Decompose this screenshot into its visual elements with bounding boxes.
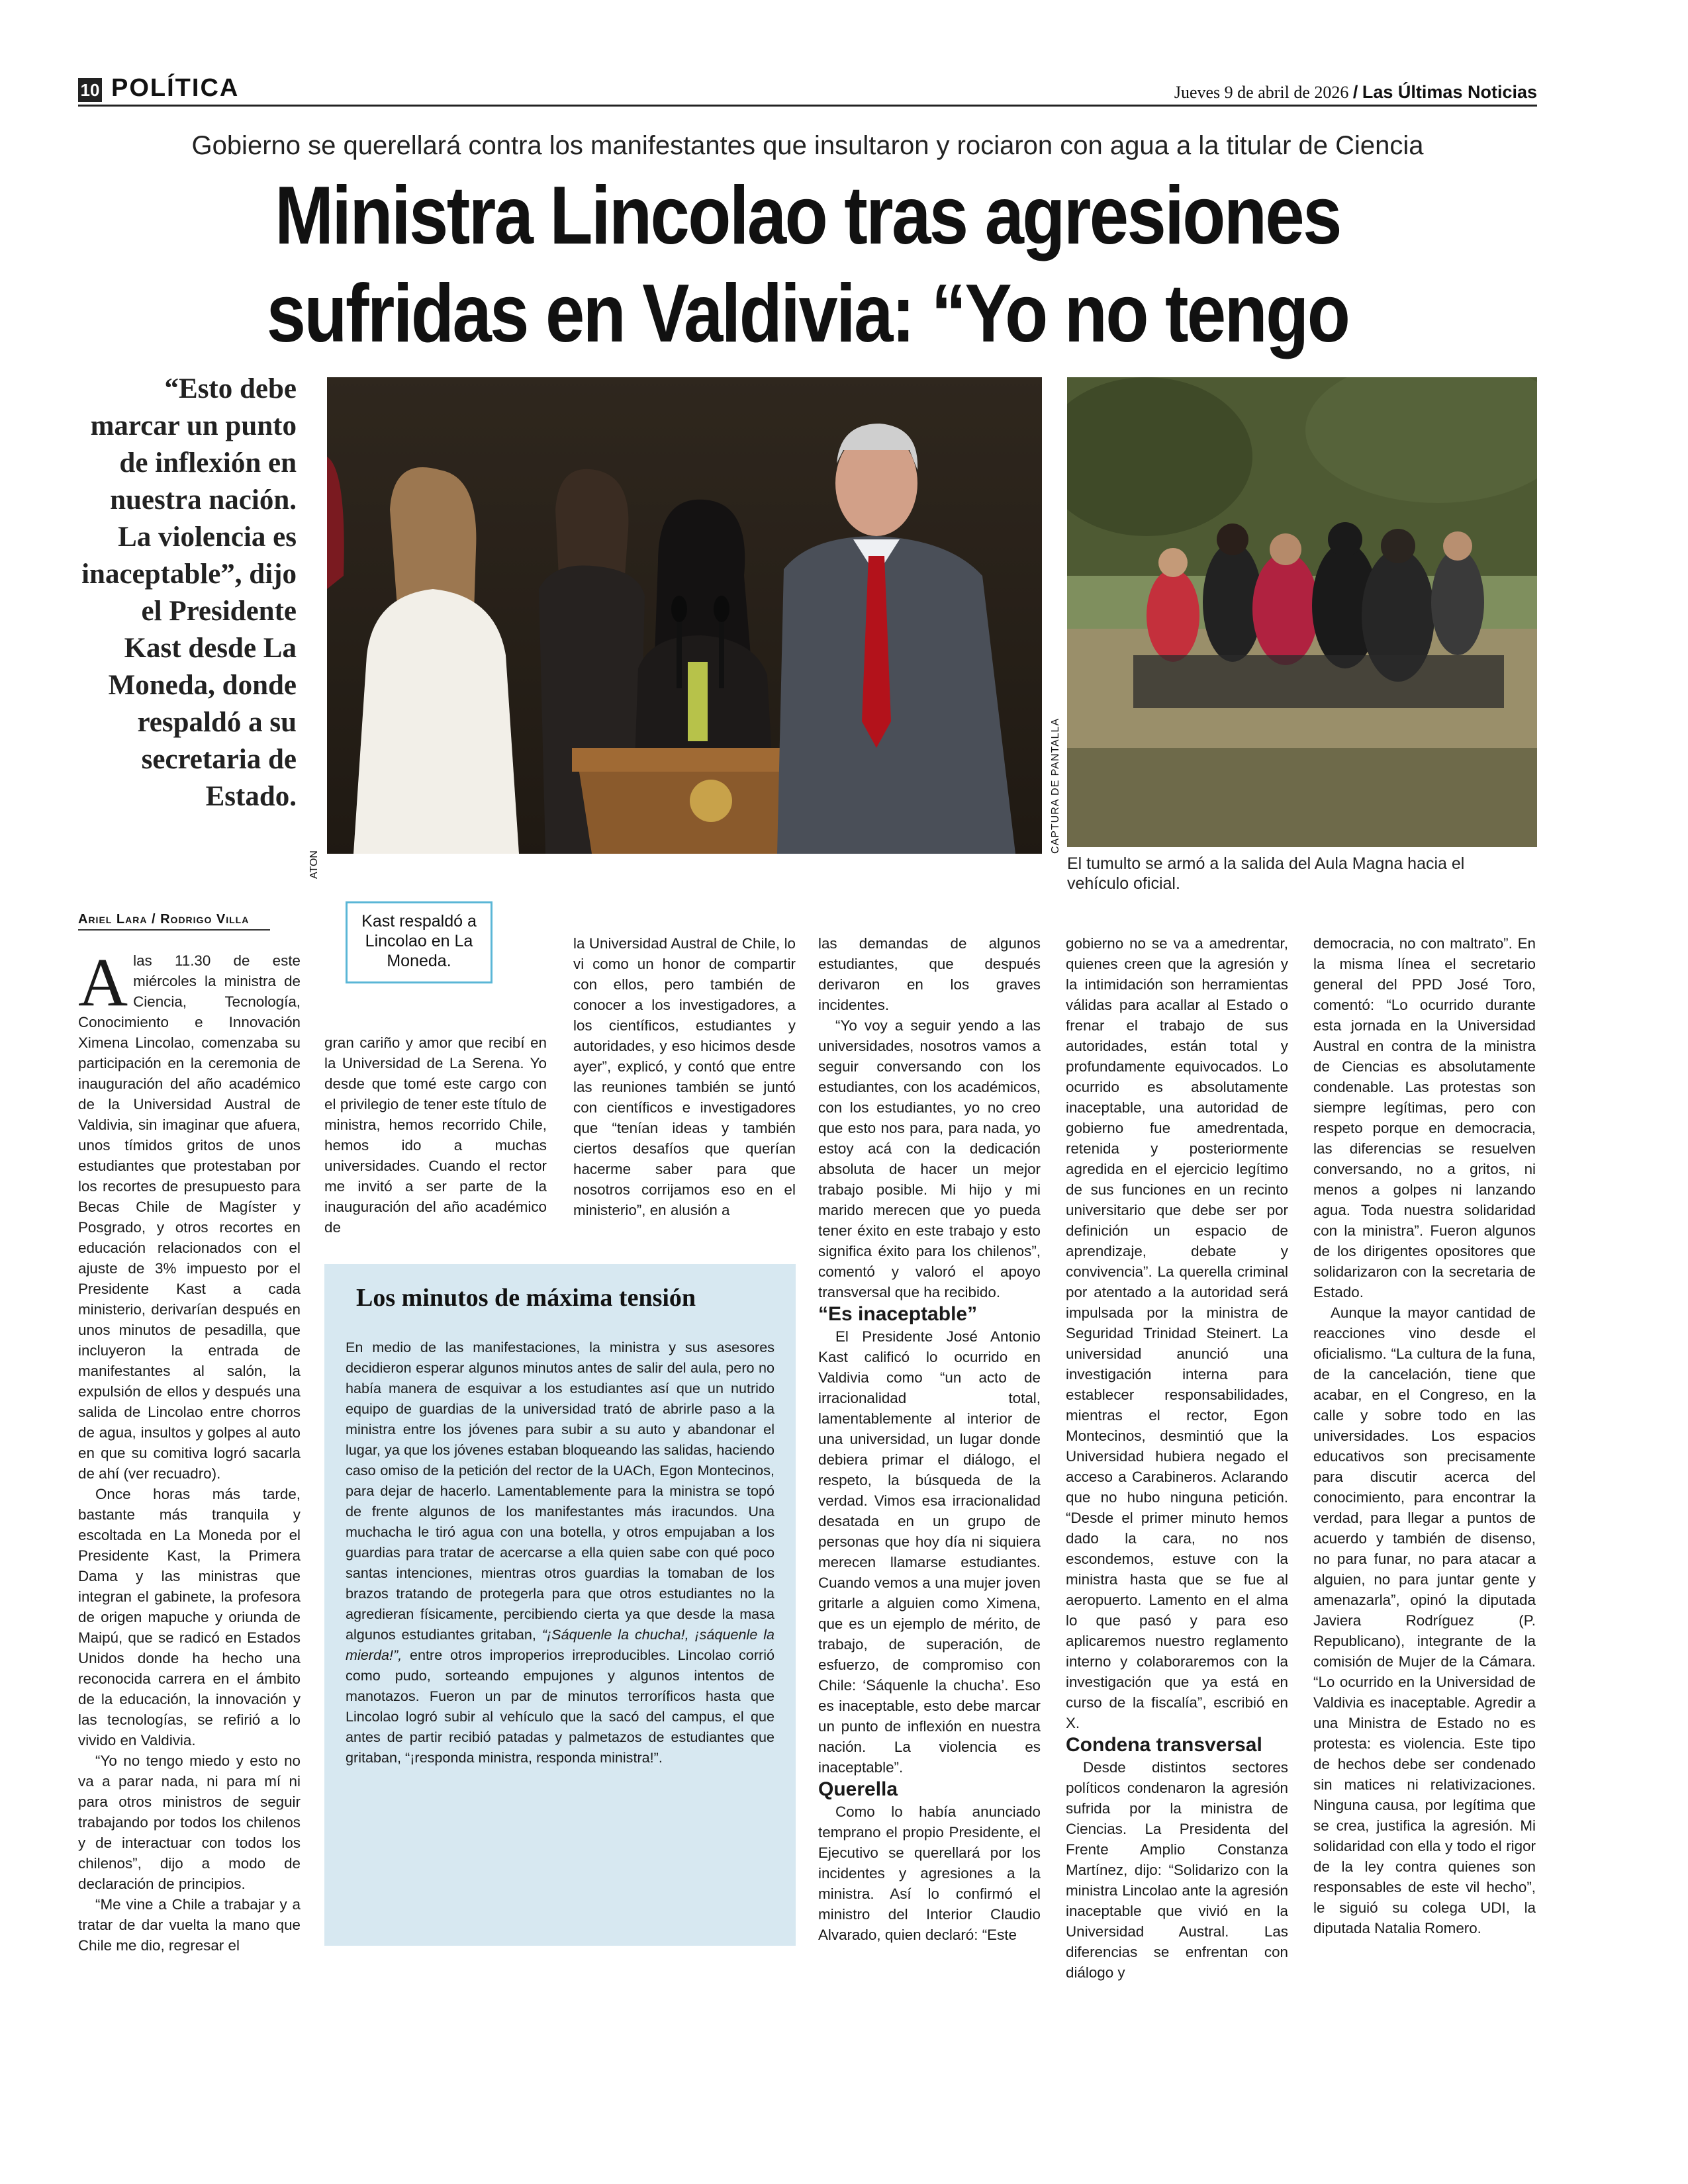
paragraph: democracia, no con maltrato”. En la misma línea el secretario general del PPD José Toro, comentó: “Lo ocurrido durante esta jornada en la Universidad Austral en contra de la ministra de Ciencias es absolutamente condenable. Las protestas son siempre legítimas, pero con respeto porque en democracia, las diferencias se resuelven conversando, no a gritos, ni menos a golpes ni lanzando agua. Toda nuestra solidaridad con la ministra”. Fueron algunos de los dirigentes opositores que solidarizaron con la secretaria de Estado. [1313,935,1536,1300]
publication-name: Las Últimas Noticias [1362,82,1537,102]
page-number: 10 [78,78,102,102]
subheading-es-inaceptable: “Es inaceptable” [818,1303,978,1325]
column-4 [818,933,1041,1945]
section-title: POLÍTICA [111,74,240,102]
side-photo [1067,377,1537,847]
paragraph: las demandas de algunos estudiantes, que después derivaron en los graves incidentes. [818,935,1041,1013]
paragraph: gran cariño y amor que recibí en la Universidad de La Serena. Yo desde que tomé este cargo con el privilegio de tener este título de ministra, hemos recorrido Chile, hemos ido a muchas universidades. Cuando el rector me invitó a ser parte de la inauguración del año académico de [324,1034,547,1236]
sidebar-box [324,1264,796,1946]
drop-cap: A [78,944,128,1021]
main-photo [327,377,1042,854]
byline: Ariel Lara / Rodrigo Villa [78,912,250,927]
paragraph: las 11.30 de este miércoles la ministra de Ciencia, Tecnología, Conocimiento e Innovación Ximena Lincolao, comenzaba su participación en la ceremonia de inauguración del año académico de la Universidad Austral de Valdivia, sin imaginar que afuera, unos tímidos gritos de unos estudiantes que protestaban por los recortes de presupuesto para Becas Chile de Magíster y Posgrado, y otros recortes en educación relacionados con el ajuste de 3% impuesto por el Presidente Kast a cada ministerio, derivarían después en unos minutos de pesadilla, que incluyeron la entrada de manifestantes al salón, la expulsión de ellos y después una salida de Lincolao entre chorros de agua, insultos y golpes al auto en que su comitiva logró sacarla de ahí (ver recuadro). [78,952,301,1482]
byline-rule [78,929,270,931]
header-rule [78,105,1537,107]
paragraph: “Yo no tengo miedo y esto no va a parar nada, ni para mí ni para otros ministros de seguir trabajando por todos los chilenos y de interactuar con todos los chilenos”, dijo a modo de declaración de principios. [78,1752,301,1892]
sidebar-paragraph: En medio de las manifestaciones, la ministra y sus asesores decidieron esperar algunos minutos antes de salir del aula, pero no había manera de esquivar a los estudiantes así que un nutrido equipo de guardias de la universidad trató de abrirle paso a la ministra entre los jóvenes para subir a su auto y abandonar el lugar, ya que los jóvenes estaban bloqueando las salidas, haciendo caso omiso de la petición del rector de la UACh, Egon Montecinos, para dejar de hacerlo. Lamentablemente para la ministra se topó de frente algunos de los manifestantes más iracundos. Una muchacha le tiró agua con una botella, y otros empujaban a los guardias para tratar de acercarse a ella quien sabe con qué poco santas intenciones, mientras otros guardias la tomaban de los brazos tratando de protegerla para que otros estudiantes no la agredieran físicamente, percibiendo cierta ya que desde la masa algunos estudiantes gritaban, [346,1339,774,1643]
main-photo-caption: Kast respaldó a Lincolao en La Moneda. [346,901,492,983]
pull-quote: “Esto debe marcar un punto de inflexión en nuestra nación. La violencia es inaceptable”, dijo el Presidente Kast desde La Moneda, donde respaldó a su secretaria de Estado. [81,373,297,812]
paragraph: Desde distintos sectores políticos condenaron la agresión sufrida por la ministra de Ciencias. La Presidenta del Frente Amplio Constanza Martínez, dijo: “Solidarizo con la ministra Lincolao ante la agresión inaceptable que vivió en la Universidad Austral. Las diferencias se enfrentan con diálogo y [1066,1759,1288,1981]
dateline-separator: / [1352,82,1358,102]
main-photo-illustration [327,377,1042,854]
main-photo-credit: ATON [308,850,320,879]
subheading-querella: Querella [818,1778,898,1800]
kicker: Gobierno se querellará contra los manifestantes que insultaron y rociaron con agua a la titular de Ciencia [191,131,1424,160]
sidebar-paragraph-end: entre otros improperios irreproducibles. Lincolao corrió como pudo, sorteando empujones y algunos intentos de manotazos. Fueron un par de minutos terroríficos hasta que Lincolao logró subir al vehículo que la sacó del campus, el que antes de partir recibió patadas y palmetazos de estudiantes que gritaban, “¡responda ministra, responda ministra!”. [346,1647,775,1766]
dateline [1174,82,1537,103]
sidebar-quote: “¡Sáquenle la chucha!, ¡sáquenle la mierda!”, [346,1626,775,1663]
sidebar-title: Los minutos de máxima tensión [356,1284,696,1312]
paragraph: la Universidad Austral de Chile, lo vi como un honor de compartir con ellos, pero también de conocer a los investigadores, a los científicos, estudiantes y autoridades, y eso hicimos desde ayer”, explicó, y contó que entre las reuniones también se juntó con científicos e investigadores que “tenían ideas y también ciertos desafíos que querían hacerme saber para que nosotros corrijamos eso en el ministerio”, en alusión a [573,935,796,1218]
subheading-condena-transversal: Condena transversal [1066,1734,1262,1756]
column-3 [573,933,796,1220]
paragraph: gobierno no se va a amedrentar, quienes creen que la agresión y la intimidación son herramientas válidas para acallar al Estado o frenar el trabajo de sus autoridades, están total y profundamente equivocados. Lo ocurrido es absolutamente inaceptable, una autoridad de gobierno fue amedrentada, retenida y posteriormente agredida en el ejercicio legítimo de sus funciones en un recinto universitario que debe ser por definición un espacio de aprendizaje, debate y convivencia”. La querella criminal por atentado a la autoridad será impulsada por la ministra de Seguridad Trinidad Steinert. La universidad anunció una investigación interna para establecer responsabilidades, mientras el rector, Egon Montecinos, desmintió que la Universidad hubiera negado el acceso a Carabineros. Aclarando que no hubo ninguna petición. “Desde el primer minuto hemos dado la cara, no nos escondemos, estuve con la ministra hasta que se fue al aeropuerto. Lamento en el alma lo que pasó y para eso aplicaremos nuestro reglamento interno y colaboraremos con la investigación que ya está en curso de la fiscalía”, escribió en X. [1066,935,1288,1731]
paragraph: “Me vine a Chile a trabajar y a tratar de dar vuelta la mano que Chile me dio, regresar el [78,1896,301,1954]
side-photo-caption: El tumulto se armó a la salida del Aula Magna hacia el vehículo oficial. [1067,854,1465,893]
column-6 [1313,933,1536,1938]
paragraph: Como lo había anunciado temprano el propio Presidente, el Ejecutivo se querellará por los incidentes y agresiones a la ministra. Así lo confirmó el ministro del Interior Claudio Alvarado, quien declaró: “Este [818,1803,1041,1943]
paragraph: Aunque la mayor cantidad de reacciones vino desde el oficialismo. “La cultura de la funa, de la cancelación, tiene que acabar, en el Congreso, en la calle y sobre todo en las universidades. Los espacios educativos son precisamente para discutir acerca del conocimiento, para encontrar la verdad, para llegar a puntos de acuerdo y también de disenso, no para funar, no para atacar a alguien, no para juntar gente y amenazarla”, opinó la diputada Javiera Rodríguez (P. Republicano), integrante de la comisión de Mujer de la Cámara. “Lo ocurrido en la Universidad de Valdivia es inaceptable. Agredir a una Ministra de Estado no es protesta: es violencia. Este tipo de hechos debe ser condenado sin matices ni relativizaciones. Ninguna causa, por legítima que se crea, justifica la agresión. Mi solidaridad con ella y todo el rigor de la ley contra quienes son responsables de este vil hecho”, le siguió su colega UDI, la diputada Natalia Romero. [1313,1304,1536,1936]
column-2 [324,1032,547,1238]
column-5 [1066,933,1288,1983]
side-photo-illustration [1067,377,1537,847]
paragraph: El Presidente José Antonio Kast calificó lo ocurrido en Valdivia como “un acto de irracionalidad total, lamentablemente al interior de una universidad, un lugar donde debiera primar el diálogo, el respeto, la búsqueda de la verdad. Vimos esa irracionalidad desatada en un grupo de personas que hoy día ni siquiera merecen llamarse estudiantes. Cuando vemos a una mujer joven gritarle a alguien como Ximena, que es un ejemplo de mérito, de trabajo, de superación, de esfuerzo, de compromiso con Chile: ‘Sáquenle la chucha’. Eso es inaceptable, esto debe marcar un punto de inflexión en nuestra nación. La violencia es inaceptable”. [818,1328,1041,1776]
paragraph: “Yo voy a seguir yendo a las universidades, nosotros vamos a seguir conversando con los estudiantes, con los académicos, con los estudiantes, yo no creo que esto nos para, para nada, yo estoy acá con la dedicación absoluta de hacer un mejor trabajo posible. Mi hijo y mi marido merecen que yo pueda tener éxito en este trabajo y esto significa éxito para los chilenos”, comentó y valoró el apoyo transversal que ha recibido. [818,1017,1041,1300]
side-photo-credit: CAPTURA DE PANTALLA [1050,717,1061,854]
headline: Ministra Lincolao tras agresiones sufridas en Valdivia: “Yo no tengo [266,170,1349,359]
paragraph: Once horas más tarde, bastante más tranquila y escoltada en La Moneda por el Presidente Kast, la Primera Dama y las ministras que integran el gabinete, la profesora de origen mapuche y oriunda de Maipú, que se radicó en Estados Unidos donde ha hecho una reconocida carrera en el ámbito de la educación, la innovación y las tecnologías, se refirió a lo vivido en Valdivia. [78,1486,301,1749]
issue-date: Jueves 9 de abril de 2026 [1174,83,1349,102]
column-1 [78,944,301,1956]
sidebar-text [346,1337,774,1768]
